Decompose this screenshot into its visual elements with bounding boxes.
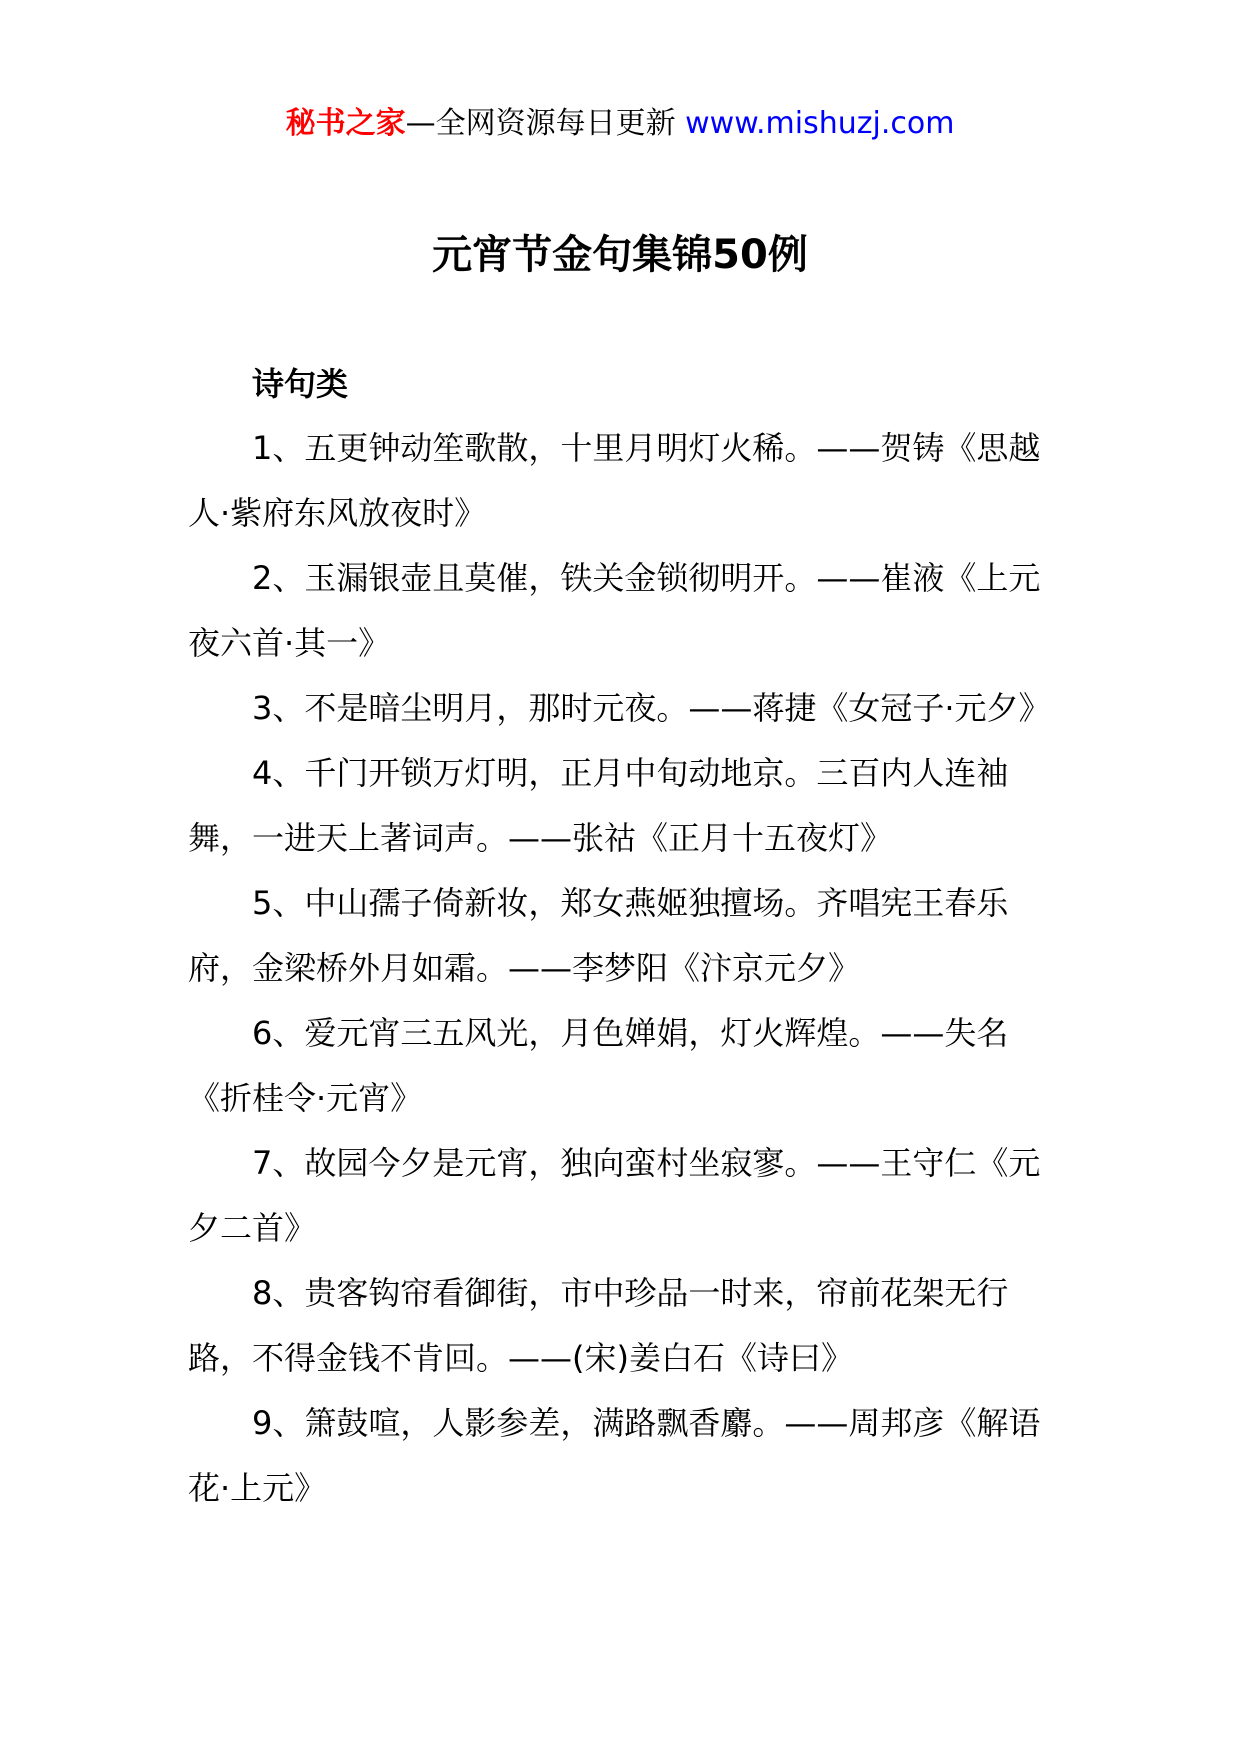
quote-item-4: 4、千门开锁万灯明，正月中旬动地京。三百内人连袖舞，一进天上著词声。——张祜《正月十五夜灯》 [188, 754, 1009, 857]
quote-item-6: 6、爱元宵三五风光，月色婵娟，灯火辉煌。——失名《折桂令·元宵》 [188, 1014, 1009, 1117]
quote-item-8: 8、贵客钩帘看御街，市中珍品一时来，帘前花架无行路，不得金钱不肯回。——(宋)姜白石《诗曰》 [188, 1274, 1009, 1377]
brand-name: 秘书之家 [285, 106, 406, 141]
quote-item-3: 3、不是暗尘明月，那时元夜。——蒋捷《女冠子·元夕》 [252, 689, 1051, 727]
quote-item-7: 7、故园今夕是元宵，独向蛮村坐寂寥。——王守仁《元夕二首》 [188, 1144, 1041, 1247]
document-body [188, 358, 1058, 1521]
header-tagline: —全网资源每日更新 [405, 106, 676, 141]
site-url-link[interactable]: www.mishuzj.com [685, 106, 955, 141]
section-heading: 诗句类 [252, 365, 349, 403]
quote-item-2: 2、玉漏银壶且莫催，铁关金锁彻明开。——崔液《上元夜六首·其一》 [188, 559, 1041, 662]
document-title: 元宵节金句集锦50例 [432, 232, 808, 278]
quote-item-5: 5、中山孺子倚新妆，郑女燕姬独擅场。齐唱宪王春乐府，金梁桥外月如霜。——李梦阳《汴京元夕》 [188, 884, 1009, 987]
quote-item-1: 1、五更钟动笙歌散，十里月明灯火稀。——贺铸《思越人·紫府东风放夜时》 [188, 429, 1041, 532]
site-header [0, 100, 1240, 148]
quote-item-9: 9、箫鼓喧，人影参差，满路飘香麝。——周邦彦《解语花·上元》 [188, 1404, 1041, 1507]
